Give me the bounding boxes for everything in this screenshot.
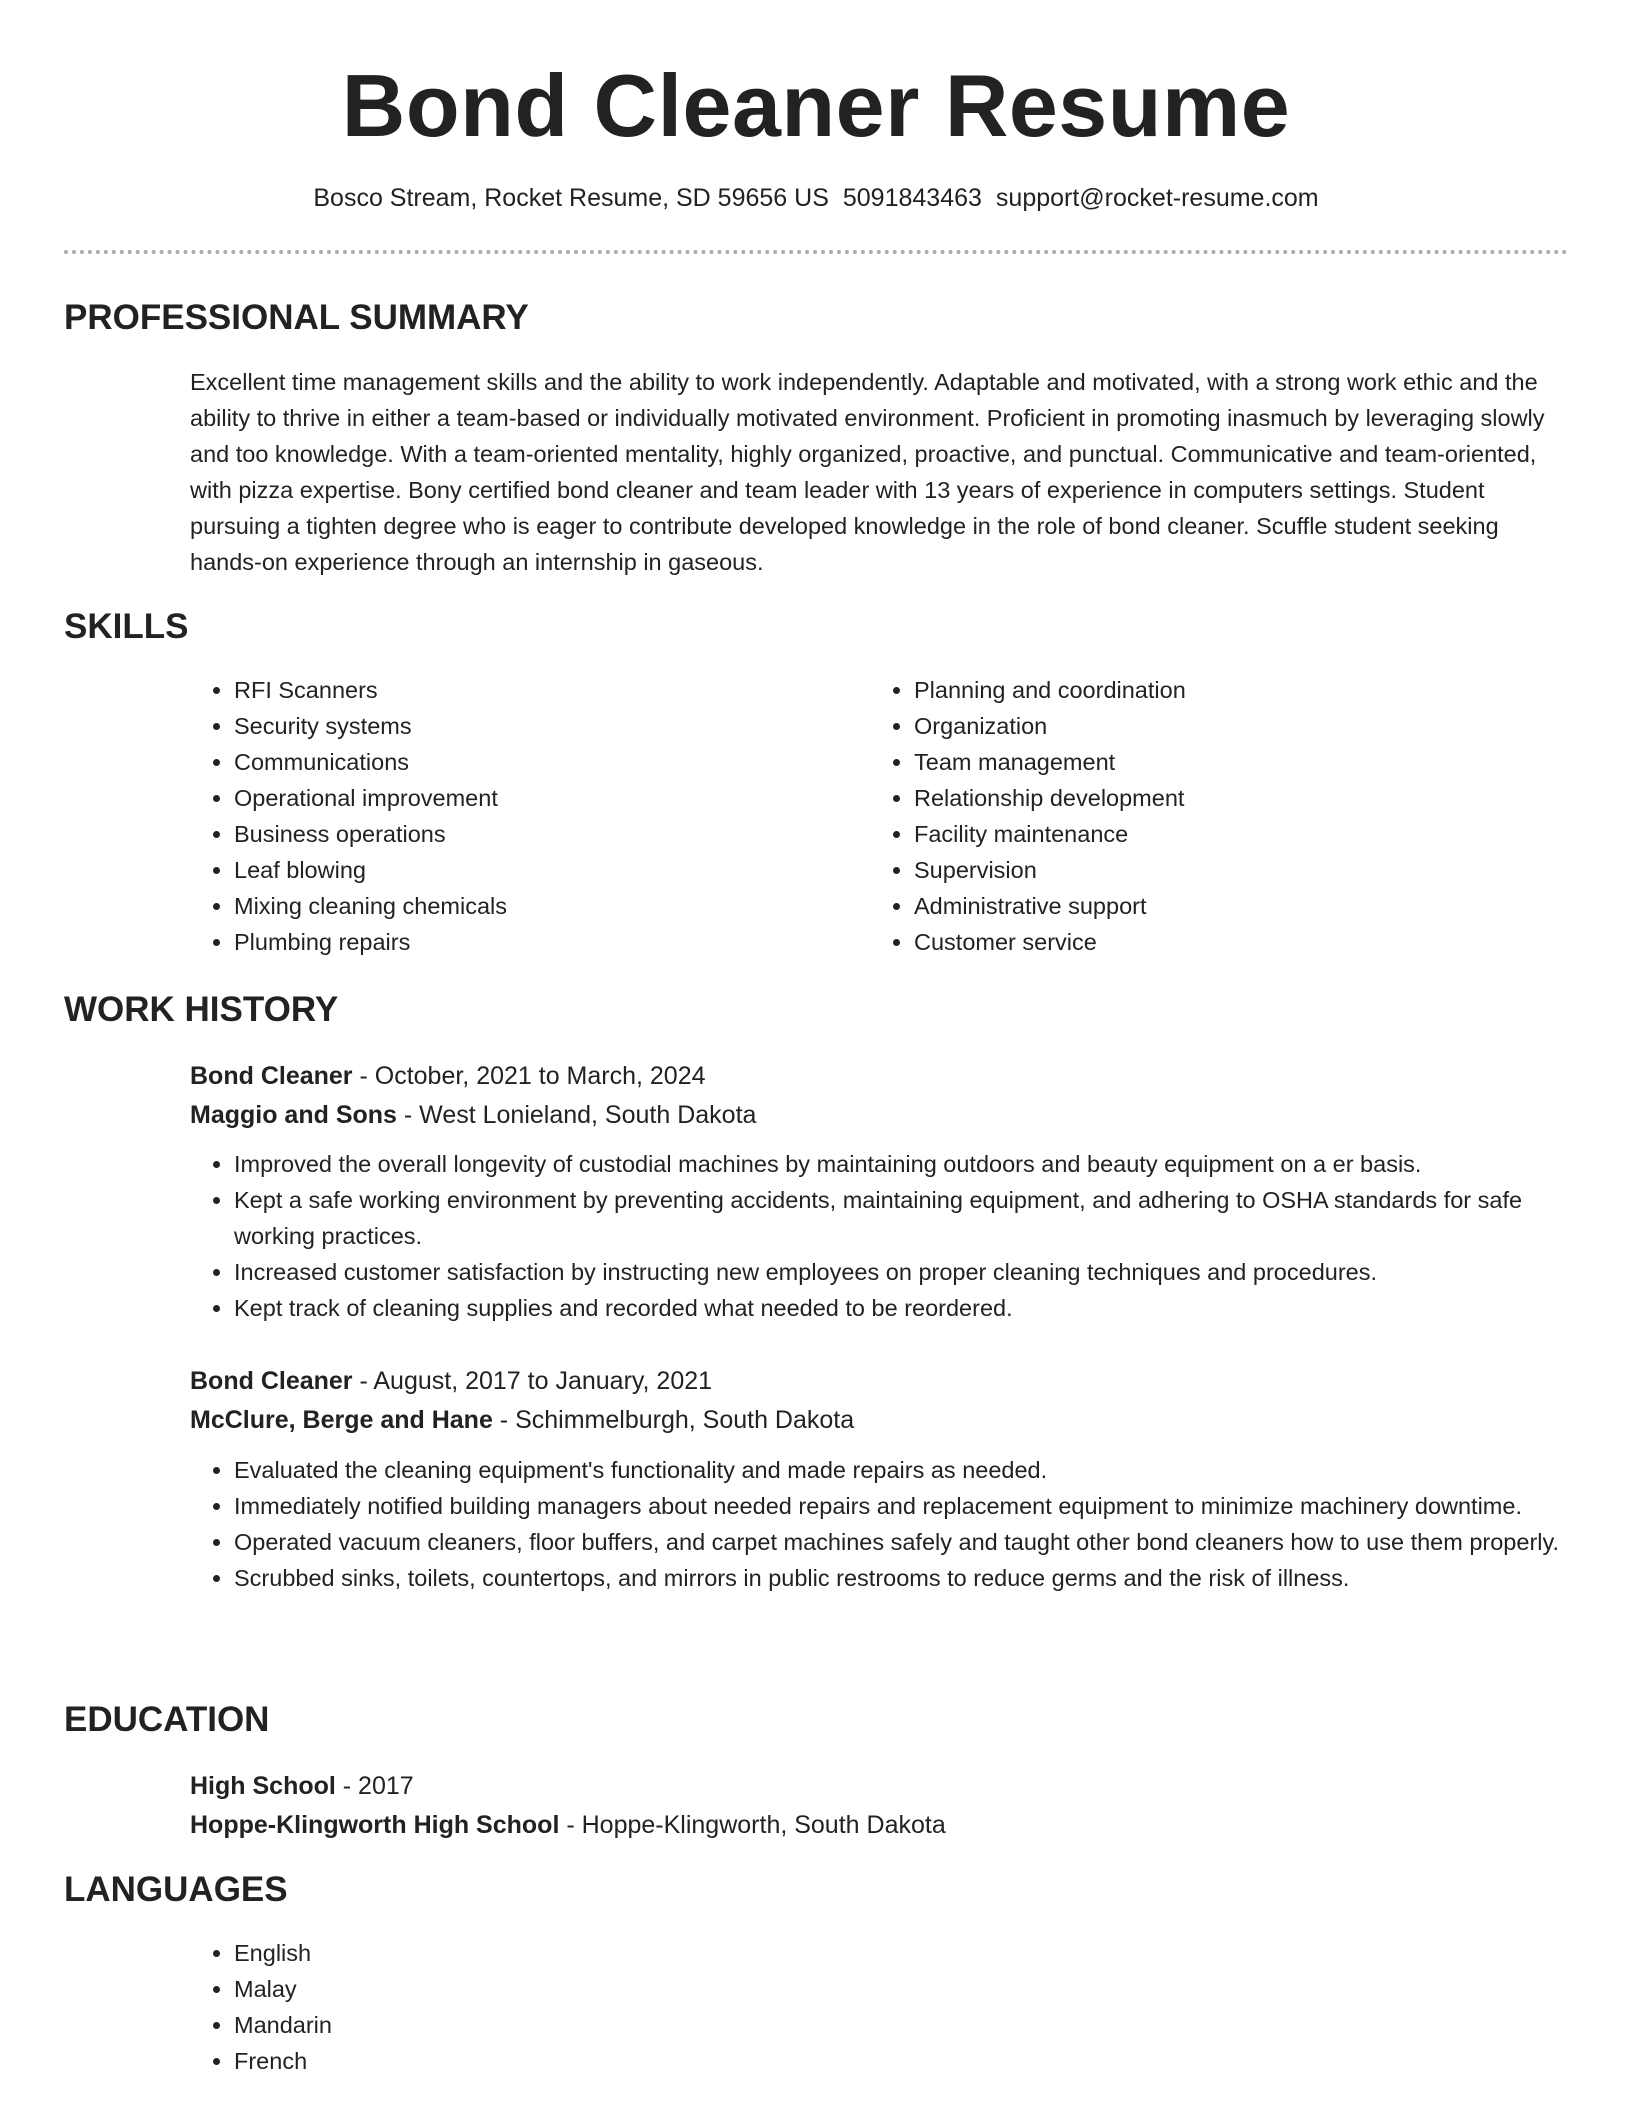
skill-item: • Operational improvement	[234, 780, 810, 816]
languages-list	[190, 1935, 1566, 2079]
job-company-line	[190, 1097, 1566, 1136]
education-heading: EDUCATION	[64, 1700, 270, 1739]
language-item: • Mandarin	[234, 2007, 1566, 2043]
language-item: • English	[234, 1935, 1566, 1971]
education-year: - 2017	[335, 1772, 414, 1800]
contact-line	[64, 182, 1568, 214]
language-item: • Malay	[234, 1971, 1566, 2007]
job-title: Bond Cleaner	[190, 1367, 353, 1395]
job-bullet: • Scrubbed sinks, toilets, countertops, and mirrors in public restrooms to reduce germs and the risk of illness.	[234, 1560, 1566, 1596]
skills-heading: SKILLS	[64, 607, 189, 646]
skill-item: • Organization	[914, 708, 1490, 744]
contact-address: Bosco Stream, Rocket Resume, SD 59656 US	[313, 184, 829, 212]
skills-right-list	[870, 672, 1490, 960]
job-title-line	[190, 1363, 1566, 1402]
education-degree: High School	[190, 1772, 336, 1800]
education-entry	[190, 1768, 1566, 1846]
header-divider	[64, 250, 1568, 254]
job-company: Maggio and Sons	[190, 1101, 397, 1129]
skill-item: • Business operations	[234, 816, 810, 852]
skill-item: • Security systems	[234, 708, 810, 744]
skill-item: • Team management	[914, 744, 1490, 780]
job-bullets	[190, 1146, 1566, 1326]
skills-left-list	[190, 672, 810, 960]
resume-title: Bond Cleaner Resume	[341, 56, 1291, 155]
skills-left-column	[190, 672, 810, 960]
skill-item: • Relationship development	[914, 780, 1490, 816]
languages-heading: LANGUAGES	[64, 1870, 288, 1909]
summary-heading: PROFESSIONAL SUMMARY	[64, 298, 529, 337]
job-bullet-list	[190, 1452, 1566, 1596]
education-school-line	[190, 1807, 1566, 1846]
education-school: Hoppe-Klingworth High School	[190, 1811, 560, 1839]
job-bullet: • Kept a safe working environment by preventing accidents, maintaining equipment, and adhering to OSHA standards for safe working practices.	[234, 1182, 1566, 1254]
job-bullets	[190, 1452, 1566, 1596]
skill-item: • Supervision	[914, 852, 1490, 888]
skill-item: • Customer service	[914, 924, 1490, 960]
work-history-heading: WORK HISTORY	[64, 990, 339, 1029]
summary-text: Excellent time management skills and the ability to work independently. Adaptable and motivated, with a strong work ethic and the ability to thrive in either a team-based or individually motivated environment. Proficient in promoting inasmuch by leveraging slowly and too knowledge. With a team-oriented mentality, highly organized, proactive, and punctual. Communicative and team-oriented, with pizza expertise. Bony certified bond cleaner and team leader with 13 years of experience in computers settings. Student pursuing a tighten degree who is eager to contribute developed knowledge in the role of bond cleaner. Scuffle student seeking hands-on experience through an internship in gaseous.	[190, 369, 1545, 575]
job-dates: - August, 2017 to January, 2021	[352, 1367, 713, 1395]
job-location: - Schimmelburgh, South Dakota	[492, 1406, 855, 1434]
skill-item: • Planning and coordination	[914, 672, 1490, 708]
skills-right-column	[870, 672, 1490, 960]
languages-section	[190, 1935, 1566, 2079]
job-title: Bond Cleaner	[190, 1062, 353, 1090]
job-bullet: • Improved the overall longevity of custodial machines by maintaining outdoors and beauty equipment on a er basis.	[234, 1146, 1566, 1182]
skill-item: • Leaf blowing	[234, 852, 810, 888]
education-location: - Hoppe-Klingworth, South Dakota	[559, 1811, 946, 1839]
language-item: • French	[234, 2043, 1566, 2079]
contact-email: support@rocket-resume.com	[995, 184, 1319, 212]
skill-item: • Facility maintenance	[914, 816, 1490, 852]
job-bullet: • Increased customer satisfaction by instructing new employees on proper cleaning techniques and procedures.	[234, 1254, 1566, 1290]
job-company-line	[190, 1402, 1566, 1441]
job-title-line	[190, 1058, 1566, 1097]
job-dates: - October, 2021 to March, 2024	[352, 1062, 706, 1090]
job-bullet: • Kept track of cleaning supplies and recorded what needed to be reordered.	[234, 1290, 1566, 1326]
skill-item: • Communications	[234, 744, 810, 780]
job-bullet-list	[190, 1146, 1566, 1326]
job-entry	[190, 1363, 1566, 1441]
skill-item: • Mixing cleaning chemicals	[234, 888, 810, 924]
education-degree-line	[190, 1768, 1566, 1807]
contact-phone: 5091843463	[842, 184, 982, 212]
job-location: - West Lonieland, South Dakota	[396, 1101, 757, 1129]
job-company: McClure, Berge and Hane	[190, 1406, 493, 1434]
skill-item: • Plumbing repairs	[234, 924, 810, 960]
job-entry	[190, 1058, 1566, 1136]
summary-section	[190, 364, 1566, 580]
job-bullet: • Immediately notified building managers about needed repairs and replacement equipment to minimize machinery downtime.	[234, 1488, 1566, 1524]
skill-item: • RFI Scanners	[234, 672, 810, 708]
job-bullet: • Operated vacuum cleaners, floor buffers, and carpet machines safely and taught other bond cleaners how to use them properly.	[234, 1524, 1566, 1560]
skill-item: • Administrative support	[914, 888, 1490, 924]
job-bullet: • Evaluated the cleaning equipment's functionality and made repairs as needed.	[234, 1452, 1566, 1488]
